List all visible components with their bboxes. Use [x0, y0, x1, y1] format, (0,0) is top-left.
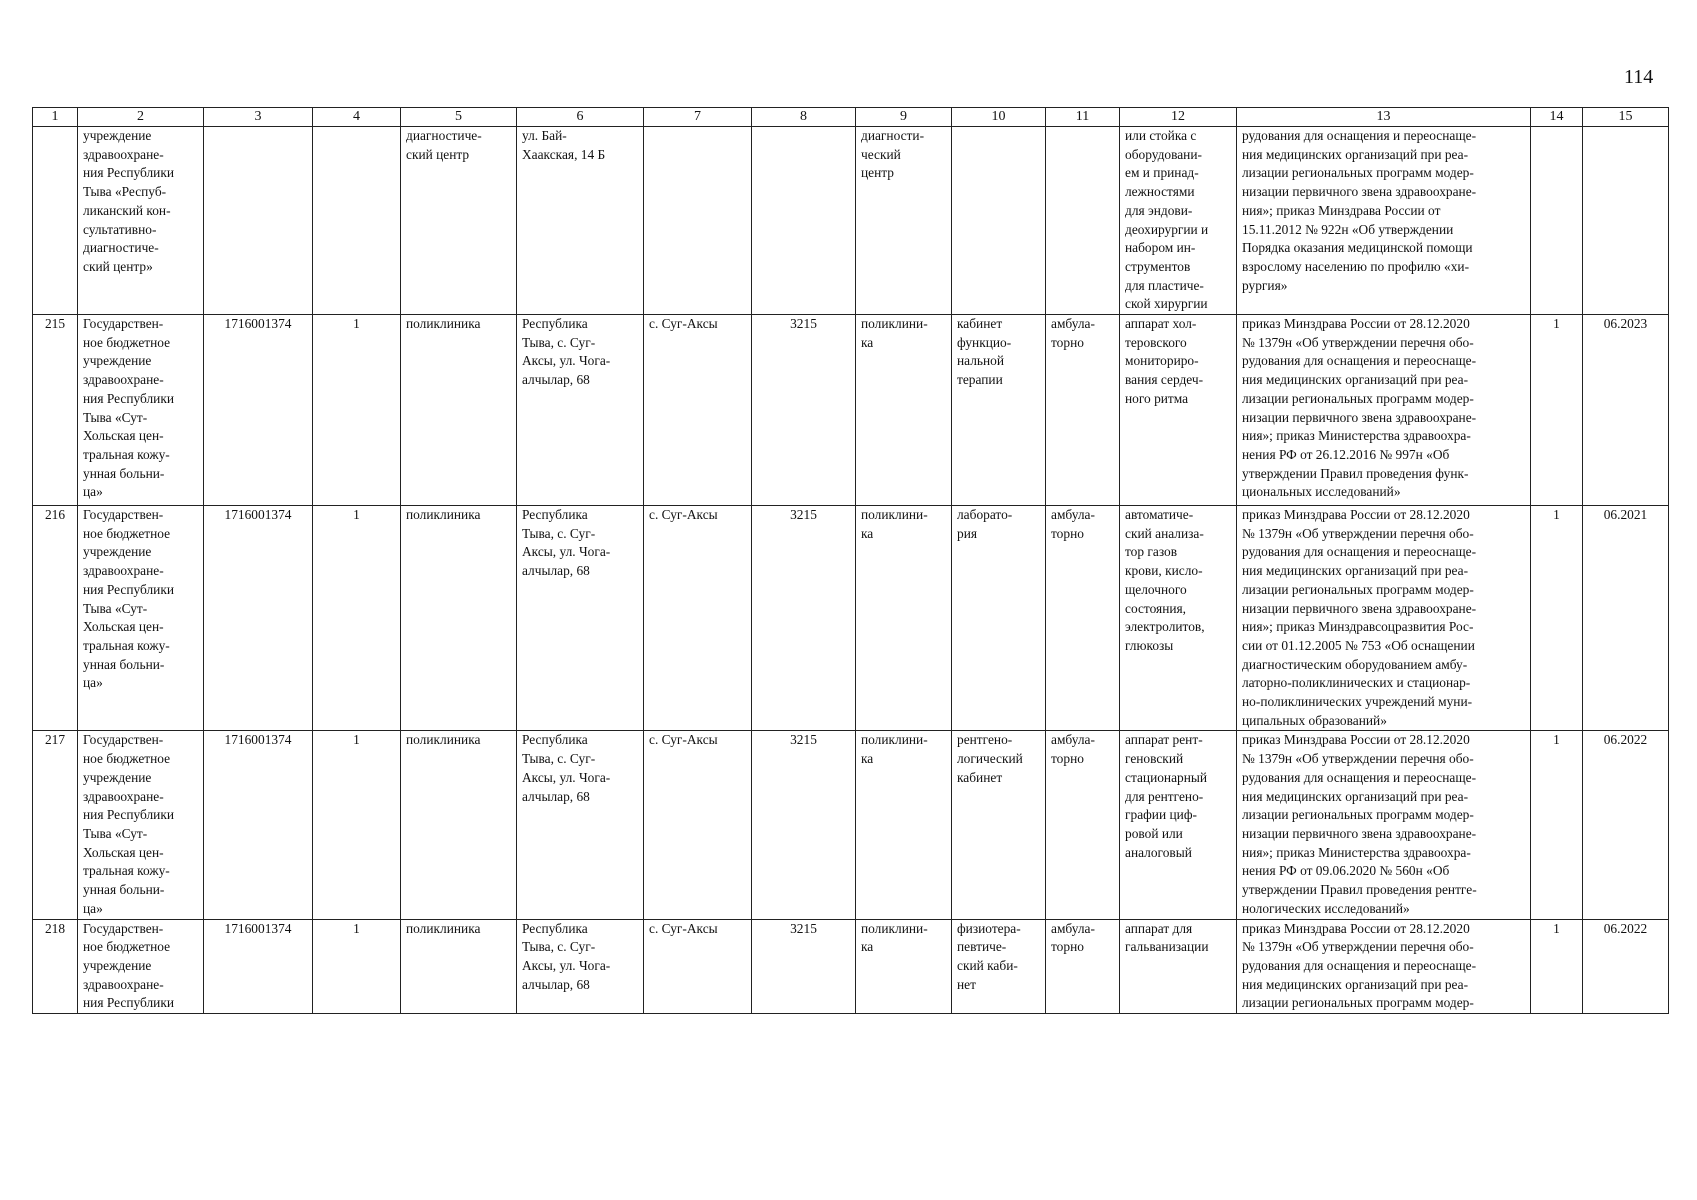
- settlement-cell: с. Суг-Аксы: [644, 506, 752, 731]
- legal-basis-cell: приказ Минздрава России от 28.12.2020 № 1379н «Об утверждении перечня обо- рудования для оснащения и переоснаще- ния медицинских организаций при реа- лизации региональных программ модер- низации первичного звена здравоохране- ния»; приказ Минздравсоцразвития Рос- сии от 01.12.2005 № 753 «Об оснащении диагностическим оборудованием амбу- латорно-поликлинических и стационар- но-поликлинических учреждений муни- ципальных образований»: [1237, 506, 1531, 731]
- inn-cell: 1716001374: [204, 506, 313, 731]
- column-4-cell: [313, 127, 401, 315]
- address-cell: Республика Тыва, с. Суг- Аксы, ул. Чога- алчылар, 68: [517, 506, 644, 731]
- date-cell: 06.2021: [1583, 506, 1669, 731]
- column-header: 6: [517, 108, 644, 127]
- address-cell: ул. Бай- Хаакская, 14 Б: [517, 127, 644, 315]
- settlement-cell: [644, 127, 752, 315]
- column-4-cell: 1: [313, 919, 401, 1014]
- organization-cell: Государствен- ное бюджетное учреждение здравоохране- ния Республики: [78, 919, 204, 1014]
- column-header: 7: [644, 108, 752, 127]
- row-number-cell: 217: [33, 731, 78, 919]
- unit-cell: поликлини- ка: [856, 919, 952, 1014]
- inn-cell: 1716001374: [204, 731, 313, 919]
- room-cell: физиотера- певтиче- ский каби- нет: [952, 919, 1046, 1014]
- column-header: 3: [204, 108, 313, 127]
- equipment-registry-table: [32, 107, 1669, 1014]
- quantity-cell: 1: [1531, 731, 1583, 919]
- facility-type-cell: поликлиника: [401, 315, 517, 506]
- column-4-cell: 1: [313, 731, 401, 919]
- legal-basis-cell: приказ Минздрава России от 28.12.2020 № 1379н «Об утверждении перечня обо- рудования для оснащения и переоснаще- ния медицинских организаций при реа- лизации региональных программ модер-: [1237, 919, 1531, 1014]
- settlement-cell: с. Суг-Аксы: [644, 731, 752, 919]
- quantity-cell: 1: [1531, 506, 1583, 731]
- organization-cell: Государствен- ное бюджетное учреждение здравоохране- ния Республики Тыва «Сут- Хольская цен- тральная кожу- унная больни- ца»: [78, 506, 204, 731]
- column-4-cell: 1: [313, 315, 401, 506]
- page-number: 114: [1624, 66, 1654, 88]
- care-mode-cell: [1046, 127, 1120, 315]
- column-header: 1: [33, 108, 78, 127]
- code-cell: [752, 127, 856, 315]
- code-cell: 3215: [752, 731, 856, 919]
- column-header: 5: [401, 108, 517, 127]
- room-cell: [952, 127, 1046, 315]
- row-number-cell: 218: [33, 919, 78, 1014]
- address-cell: Республика Тыва, с. Суг- Аксы, ул. Чога- алчылар, 68: [517, 731, 644, 919]
- column-header: 2: [78, 108, 204, 127]
- inn-cell: 1716001374: [204, 919, 313, 1014]
- quantity-cell: 1: [1531, 315, 1583, 506]
- column-header: 14: [1531, 108, 1583, 127]
- facility-type-cell: поликлиника: [401, 506, 517, 731]
- table-row: [33, 127, 1669, 315]
- code-cell: 3215: [752, 506, 856, 731]
- legal-basis-cell: приказ Минздрава России от 28.12.2020 № 1379н «Об утверждении перечня обо- рудования для оснащения и переоснаще- ния медицинских организаций при реа- лизации региональных программ модер- низации первичного звена здравоохране- ния»; приказ Министерства здравоохра- нения РФ от 26.12.2016 № 997н «Об утверждении Правил проведения функ- циональных исследований»: [1237, 315, 1531, 506]
- unit-cell: поликлини- ка: [856, 506, 952, 731]
- organization-cell: учреждение здравоохране- ния Республики Тыва «Респуб- ликанский кон- сультативно- диагностиче- ский центр»: [78, 127, 204, 315]
- column-number-row: [33, 108, 1669, 127]
- date-cell: 06.2022: [1583, 919, 1669, 1014]
- column-header: 13: [1237, 108, 1531, 127]
- address-cell: Республика Тыва, с. Суг- Аксы, ул. Чога- алчылар, 68: [517, 919, 644, 1014]
- settlement-cell: с. Суг-Аксы: [644, 919, 752, 1014]
- unit-cell: поликлини- ка: [856, 315, 952, 506]
- row-number-cell: [33, 127, 78, 315]
- date-cell: 06.2023: [1583, 315, 1669, 506]
- legal-basis-cell: приказ Минздрава России от 28.12.2020 № 1379н «Об утверждении перечня обо- рудования для оснащения и переоснаще- ния медицинских организаций при реа- лизации региональных программ модер- низации первичного звена здравоохране- ния»; приказ Министерства здравоохра- нения РФ от 09.06.2020 № 560н «Об утверждении Правил проведения рентге- нологических исследований»: [1237, 731, 1531, 919]
- room-cell: кабинет функцио- нальной терапии: [952, 315, 1046, 506]
- care-mode-cell: амбула- торно: [1046, 506, 1120, 731]
- code-cell: 3215: [752, 315, 856, 506]
- column-header: 10: [952, 108, 1046, 127]
- column-4-cell: 1: [313, 506, 401, 731]
- table-row: [33, 731, 1669, 919]
- table-row: [33, 315, 1669, 506]
- legal-basis-cell: рудования для оснащения и переоснаще- ния медицинских организаций при реа- лизации региональных программ модер- низации первичного звена здравоохране- ния»; приказ Минздрава России от 15.11.2012 № 922н «Об утверждении Порядка оказания медицинской помощи взрослому населению по профилю «хи- рургия»: [1237, 127, 1531, 315]
- inn-cell: 1716001374: [204, 315, 313, 506]
- equipment-cell: аппарат хол- теровского мониториро- вания сердеч- ного ритма: [1120, 315, 1237, 506]
- facility-type-cell: диагностиче- ский центр: [401, 127, 517, 315]
- care-mode-cell: амбула- торно: [1046, 731, 1120, 919]
- care-mode-cell: амбула- торно: [1046, 919, 1120, 1014]
- equipment-cell: или стойка с оборудовани- ем и принад- лежностями для эндови- деохирургии и набором ин- струментов для пластиче- ской хирургии: [1120, 127, 1237, 315]
- column-header: 9: [856, 108, 952, 127]
- address-cell: Республика Тыва, с. Суг- Аксы, ул. Чога- алчылар, 68: [517, 315, 644, 506]
- organization-cell: Государствен- ное бюджетное учреждение здравоохране- ния Республики Тыва «Сут- Хольская цен- тральная кожу- унная больни- ца»: [78, 315, 204, 506]
- row-number-cell: 215: [33, 315, 78, 506]
- unit-cell: диагности- ческий центр: [856, 127, 952, 315]
- code-cell: 3215: [752, 919, 856, 1014]
- column-header: 12: [1120, 108, 1237, 127]
- column-header: 11: [1046, 108, 1120, 127]
- equipment-cell: автоматиче- ский анализа- тор газов крови, кисло- щелочного состояния, электролитов, глюкозы: [1120, 506, 1237, 731]
- date-cell: [1583, 127, 1669, 315]
- organization-cell: Государствен- ное бюджетное учреждение здравоохране- ния Республики Тыва «Сут- Хольская цен- тральная кожу- унная больни- ца»: [78, 731, 204, 919]
- table-row: [33, 506, 1669, 731]
- column-header: 15: [1583, 108, 1669, 127]
- facility-type-cell: поликлиника: [401, 919, 517, 1014]
- table-row: [33, 919, 1669, 1014]
- room-cell: рентгено- логический кабинет: [952, 731, 1046, 919]
- column-header: 8: [752, 108, 856, 127]
- inn-cell: [204, 127, 313, 315]
- settlement-cell: с. Суг-Аксы: [644, 315, 752, 506]
- care-mode-cell: амбула- торно: [1046, 315, 1120, 506]
- equipment-cell: аппарат для гальванизации: [1120, 919, 1237, 1014]
- quantity-cell: 1: [1531, 919, 1583, 1014]
- date-cell: 06.2022: [1583, 731, 1669, 919]
- equipment-cell: аппарат рент- геновский стационарный для рентгено- графии циф- ровой или аналоговый: [1120, 731, 1237, 919]
- quantity-cell: [1531, 127, 1583, 315]
- row-number-cell: 216: [33, 506, 78, 731]
- facility-type-cell: поликлиника: [401, 731, 517, 919]
- column-header: 4: [313, 108, 401, 127]
- unit-cell: поликлини- ка: [856, 731, 952, 919]
- room-cell: лаборато- рия: [952, 506, 1046, 731]
